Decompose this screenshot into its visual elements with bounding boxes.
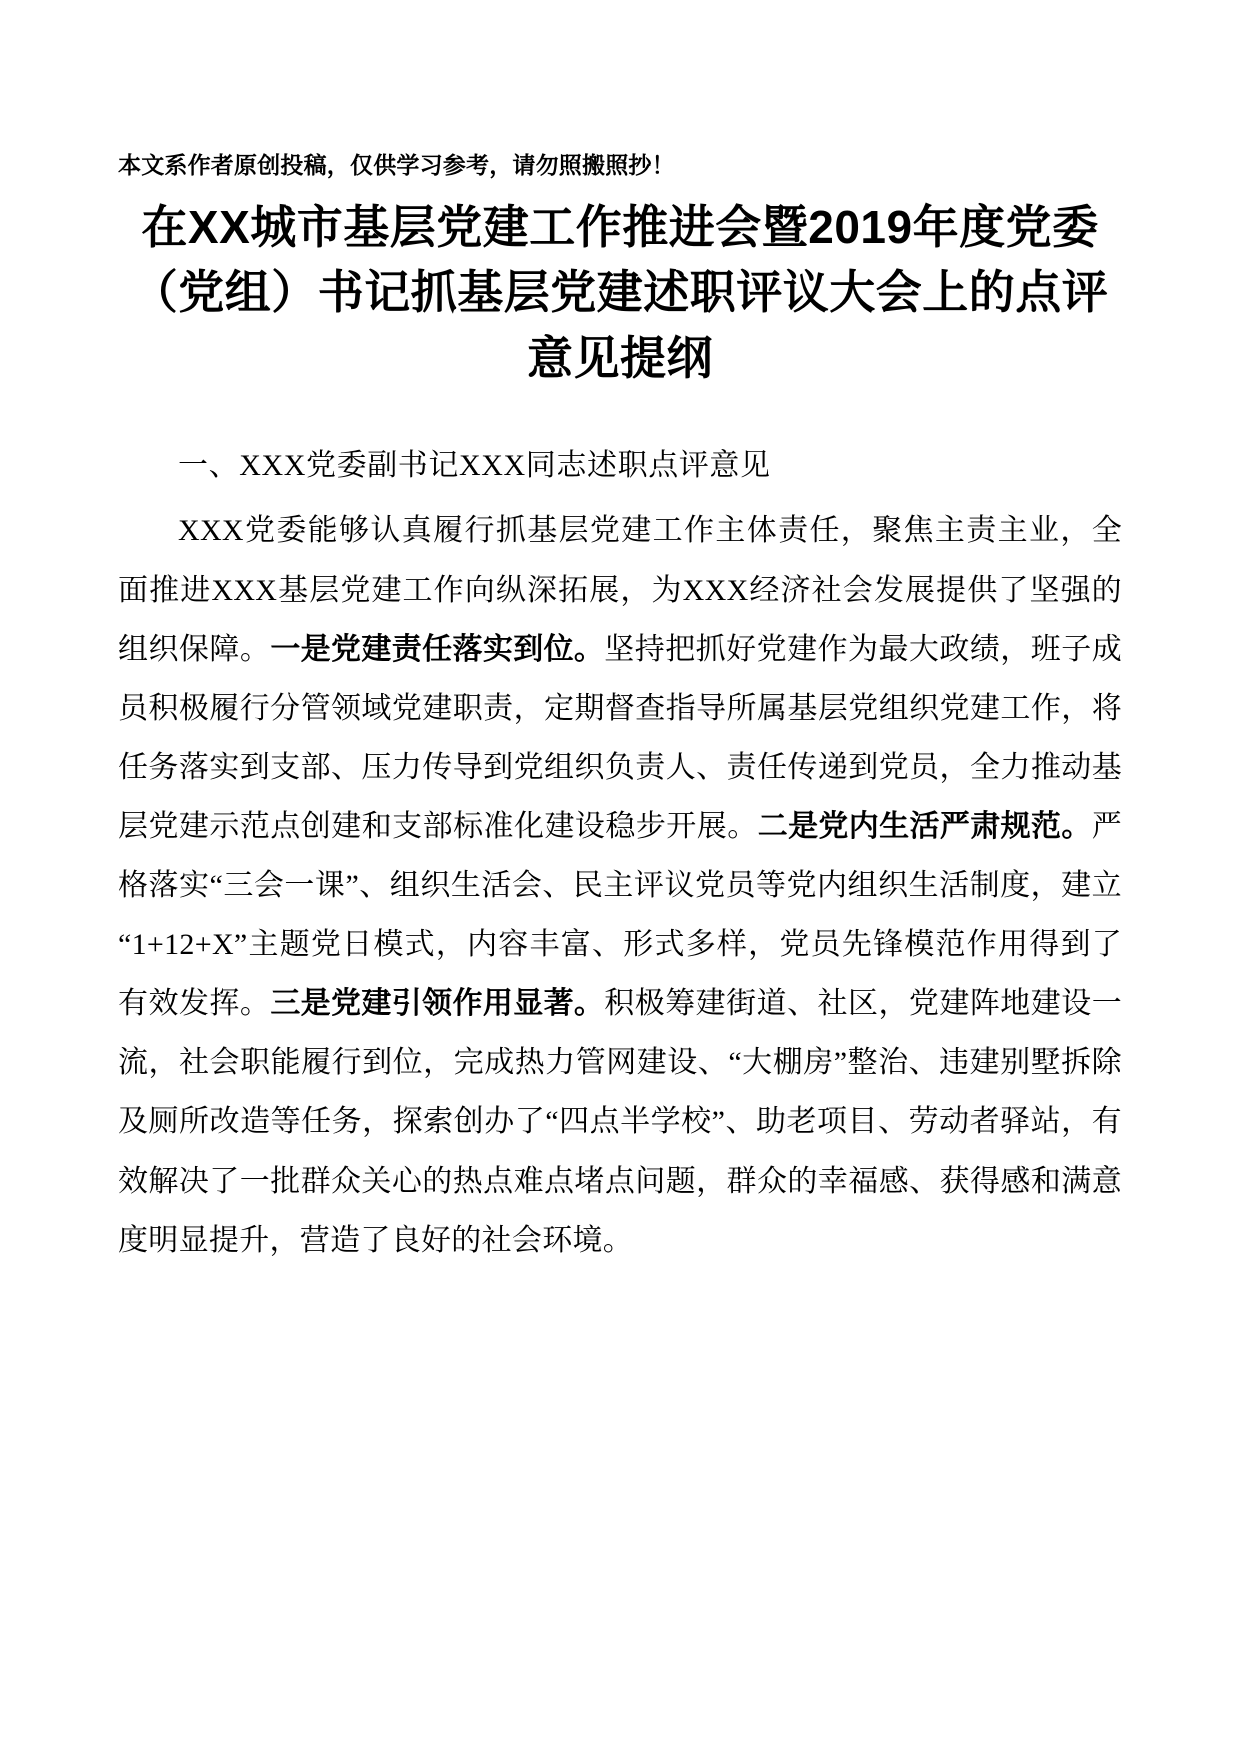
paragraph-text-part-4: 积极筹建街道、社区，党建阵地建设一流，社会职能履行到位，完成热力管网建设、“大棚房”整治、违建别墅拆除及厕所改造等任务，探索创办了“四点半学校”、助老项目、劳动者驿站，有效解决了一批群众关心的热点难点堵点问题，群众的幸福感、获得感和满意度明显提升，营造了良好的社会环境。 <box>118 987 1122 1257</box>
paragraph-text-part-2: 坚持把抓好党建作为最大政绩，班子成员积极履行分管领域党建职责，定期督查指导所属基层党组织党建工作，将任务落实到支部、压力传导到党组织负责人、责任传递到党员，全力推动基层党建示范点创建和支部标准化建设稳步开展。 <box>118 632 1122 843</box>
document-title: 在XX城市基层党建工作推进会暨2019年度党委（党组）书记抓基层党建述职评议大会上的点评意见提纲 <box>131 201 1109 384</box>
page-content-area <box>118 150 1122 1270</box>
disclaimer-notice: 本文系作者原创投稿，仅供学习参考，请勿照搬照抄！ <box>118 152 675 178</box>
section-heading-one: 一、XXX党委副书记XXX同志述职点评意见 <box>178 448 771 482</box>
document-body <box>118 437 1122 1270</box>
emphasis-point-three: 三是党建引领作用显著。 <box>270 987 605 1021</box>
emphasis-point-one: 一是党建责任落实到位。 <box>270 632 605 666</box>
body-paragraph-one <box>118 501 1122 1269</box>
paragraph-text-part-1: XXX党委能够认真履行抓基层党建工作主体责任，聚焦主责主业，全面推进XXX基层党建工作向纵深拓展，为XXX经济社会发展提供了坚强的组织保障。 <box>118 514 1122 666</box>
emphasis-point-two: 二是党内生活严肃规范。 <box>757 809 1092 843</box>
paragraph-text-part-3: 严格落实“三会一课”、组织生活会、民主评议党员等党内组织生活制度，建立“1+12+X”主题党日模式，内容丰富、形式多样，党员先锋模范作用得到了有效发挥。 <box>118 809 1122 1021</box>
